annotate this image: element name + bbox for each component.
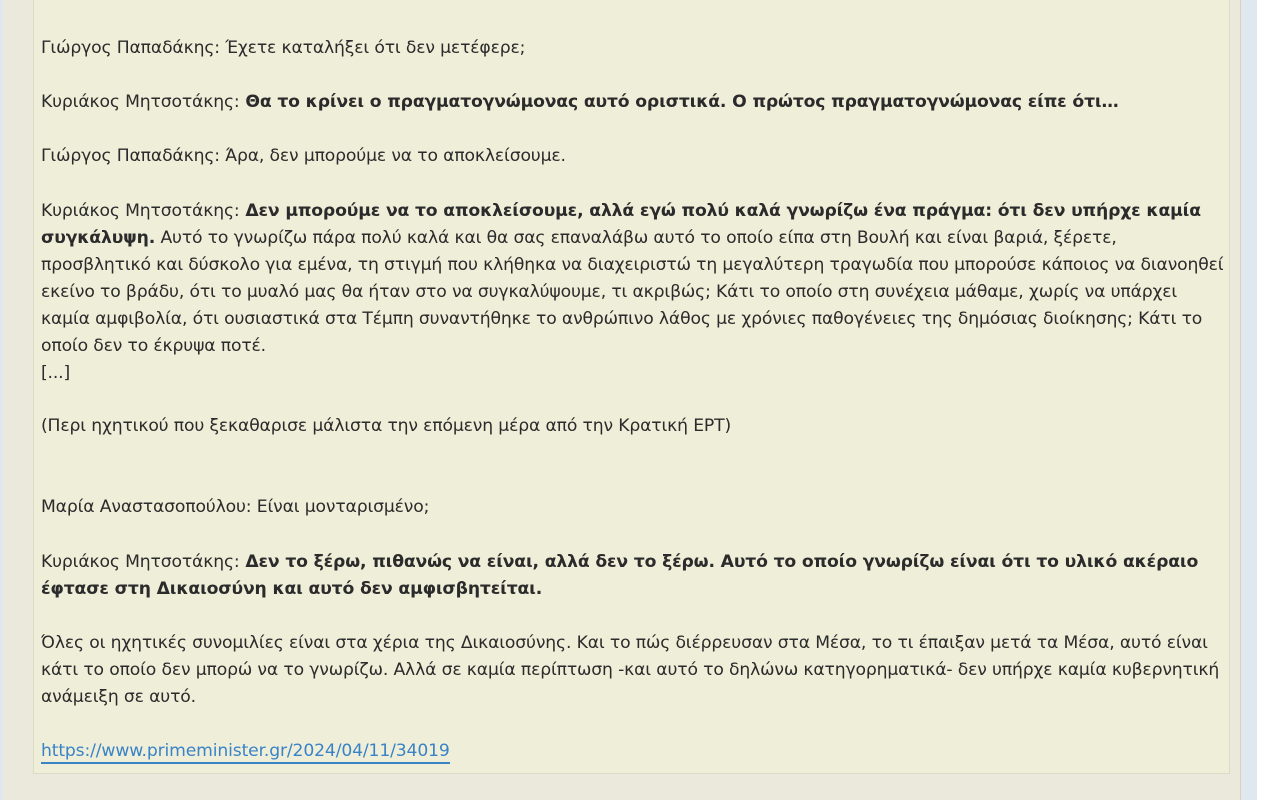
dialogue-line bbox=[41, 143, 1226, 170]
source-link[interactable]: https://www.primeminister.gr/2024/04/11/34019 bbox=[41, 741, 450, 764]
speaker-name: Γιώργος Παπαδάκης: bbox=[41, 146, 220, 166]
speaker-name: Κυριάκος Μητσοτάκης: bbox=[41, 92, 240, 112]
dialogue-line bbox=[41, 549, 1226, 603]
speaker-name: Μαρία Αναστασοπούλου: bbox=[41, 497, 252, 517]
right-edge-strip bbox=[1241, 0, 1257, 800]
dialogue-text: Έχετε καταλήξει ότι δεν μετέφερε; bbox=[219, 38, 526, 58]
speaker-name: Κυριάκος Μητσοτάκης: bbox=[41, 552, 240, 572]
speaker-name: Γιώργος Παπαδάκης: bbox=[41, 38, 220, 58]
ellipsis-marker: [...] bbox=[41, 363, 71, 383]
context-note: (Περι ηχητικού που ξεκαθαρισε μάλιστα την επόμενη μέρα από την Κρατική ΕΡΤ) bbox=[41, 416, 732, 436]
dialogue-text-bold: Δεν το ξέρω, πιθανώς να είναι, αλλά δεν το ξέρω. Αυτό το οποίο γνωρίζω είναι ότι το υλικό ακέραιο έφτασε στη Δικαιοσύνη και αυτό δεν αμφισβητείται. bbox=[41, 552, 1199, 599]
speaker-name: Κυριάκος Μητσοτάκης: bbox=[41, 201, 240, 221]
dialogue-text-bold: Θα το κρίνει ο πραγματογνώμονας αυτό οριστικά. Ο πρώτος πραγματογνώμονας είπε ότι… bbox=[239, 92, 1119, 112]
paragraph: Όλες οι ηχητικές συνομιλίες είναι στα χέρια της Δικαιοσύνης. Και το πώς διέρρευσαν στα Μέσα, το τι έπαιξαν μετά τα Μέσα, αυτό είναι κάτι το οποίο δεν μπορώ να το γνωρίζω. Αλλά σε καμία περίπτωση -και αυτό το δηλώνω κατηγορηματικά- δεν υπήρχε καμία κυβερνητική ανάμειξη σε αυτό. bbox=[41, 633, 1220, 707]
source-link-line bbox=[41, 738, 1226, 765]
dialogue-line bbox=[41, 35, 1226, 62]
dialogue-line bbox=[41, 198, 1226, 360]
dialogue-text: Αυτό το γνωρίζω πάρα πολύ καλά και θα σας επαναλάβω αυτό το οποίο είπα στη Βουλή και είναι βαριά, ξέρετε, προσβλητικό και δύσκολο για εμένα, τη στιγμή που κλήθηκα να διαχειριστώ τη μεγαλύτερη τραγωδία που μπορούσε κάποιος να διανοηθεί εκείνο το βράδυ, ότι το μυαλό μας θα ήταν στο να συγκαλύψουμε, τι ακριβώς; Κάτι το οποίο στη συνέχεια μάθαμε, χωρίς να υπάρχει καμία αμφιβολία, ότι ουσιαστικά στα Τέμπη συναντήθηκε το ανθρώπινο λάθος με χρόνιες παθογένειες της δημόσιας διοίκησης; Κάτι το οποίο δεν το έκρυψα ποτέ. bbox=[41, 228, 1224, 356]
dialogue-line bbox=[41, 89, 1226, 116]
dialogue-text: Άρα, δεν μπορούμε να το αποκλείσουμε. bbox=[219, 146, 566, 166]
dialogue-text: Είναι μονταρισμένο; bbox=[251, 497, 430, 517]
dialogue-text-bold: Δεν μπορούμε να το αποκλείσουμε, αλλά εγώ πολύ καλά γνωρίζω ένα πράγμα: ότι δεν υπήρχε καμία συγκάλυψη. bbox=[41, 201, 1201, 248]
dialogue-line bbox=[41, 494, 1226, 521]
